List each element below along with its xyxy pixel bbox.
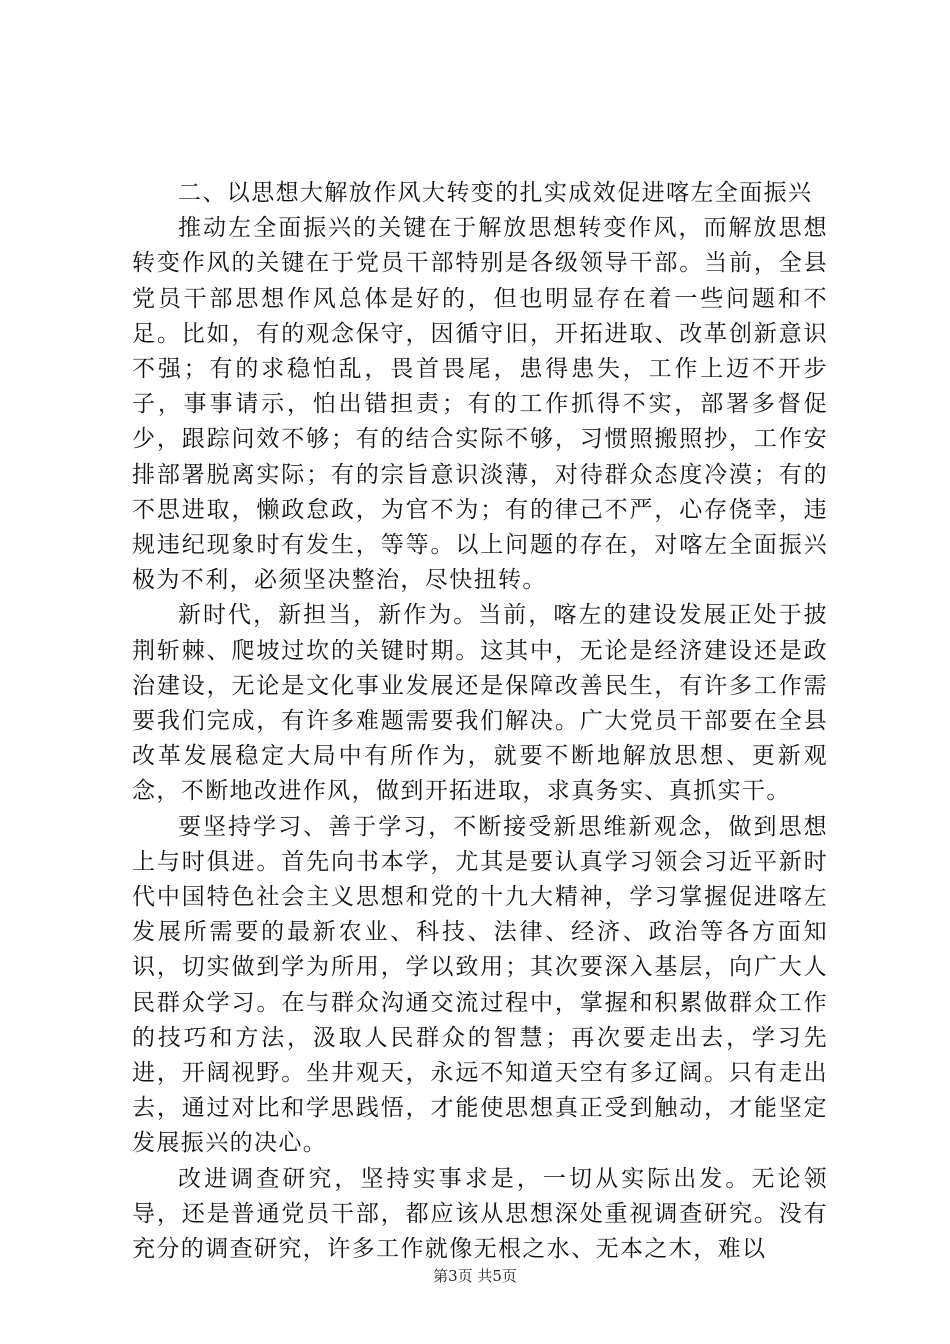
body-paragraph-3: 要坚持学习、善于学习，不断接受新思维新观念，做到思想上与时俱进。首先向书本学，尤其是要认真学习领会习近平新时代中国特色社会主义思想和党的十九大精神，学习掌握促进喀左发展所需要的最新农业、科技、法律、经济、政治等各方面知识，切实做到学为所用，学以致用；其次要深入基层，向广大人民群众学习。在与群众沟通交流过程中，掌握和积累做群众工作的技巧和方法，汲取人民群众的智慧；再次要走出去，学习先进，开阔视野。坐井观天，永远不知道天空有多辽阔。只有走出去，通过对比和学思践悟，才能使思想真正受到触动，才能坚定发展振兴的决心。 [132, 813, 828, 1157]
section-heading: 二、以思想大解放作风大转变的扎实成效促进喀左全面振兴 [178, 180, 813, 206]
document-body [132, 176, 828, 1267]
body-paragraph-1: 推动左全面振兴的关键在于解放思想转变作风，而解放思想转变作风的关键在于党员干部特别是各级领导干部。当前，全县党员干部思想作风总体是好的，但也明显存在着一些问题和不足。比如，有的观念保守，因循守旧，开拓进取、改革创新意识不强；有的求稳怕乱，畏首畏尾，患得患失，工作上迈不开步子，事事请示，怕出错担责；有的工作抓得不实，部署多督促少，跟踪问效不够；有的结合实际不够，习惯照搬照抄，工作安排部署脱离实际；有的宗旨意识淡薄，对待群众态度冷漠；有的不思进取，懒政怠政，为官不为；有的律己不严，心存侥幸，违规违纪现象时有发生，等等。以上问题的存在，对喀左全面振兴极为不利，必须坚决整治，尽快扭转。 [132, 215, 828, 594]
page-footer [0, 1266, 950, 1286]
body-paragraph-4: 改进调查研究，坚持实事求是，一切从实际出发。无论领导，还是普通党员干部，都应该从思想深处重视调查研究。没有充分的调查研究，许多工作就像无根之水、无本之木，难以 [132, 1165, 828, 1263]
body-paragraph-2: 新时代，新担当，新作为。当前，喀左的建设发展正处于披荆斩棘、爬坡过坎的关键时期。这其中，无论是经济建设还是政治建设，无论是文化事业发展还是保障改善民生，有许多工作需要我们完成，有许多难题需要我们解决。广大党员干部要在全县改革发展稳定大局中有所作为，就要不断地解放思想、更新观念，不断地改进作风，做到开拓进取，求真务实、真抓实干。 [132, 602, 828, 805]
page-number: 第3页 共5页 [433, 1267, 517, 1285]
